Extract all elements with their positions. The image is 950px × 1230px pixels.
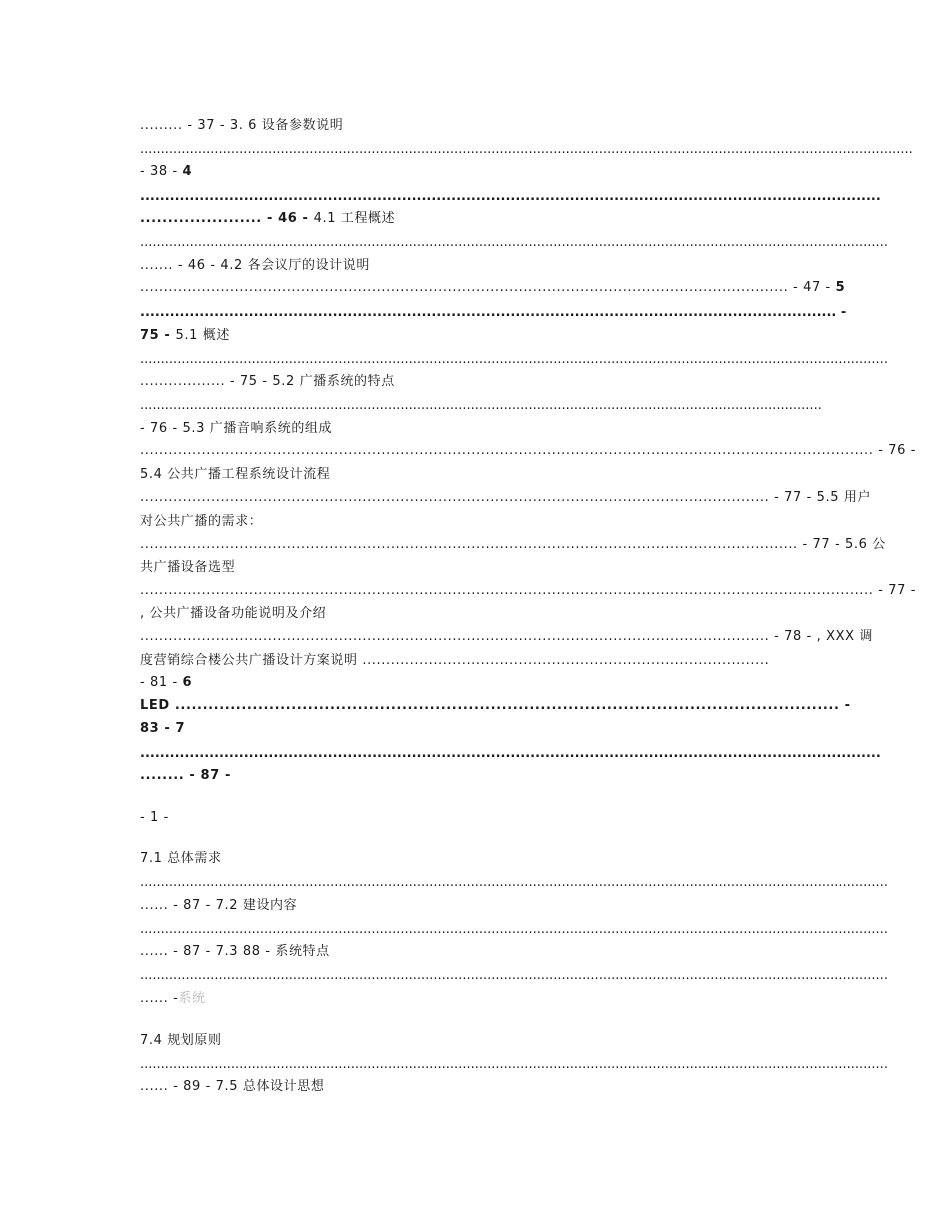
toc-line-28 <box>140 1078 810 1096</box>
toc-line-21 <box>140 720 810 738</box>
toc-leader: ..................................................................................................................................................................................... <box>140 968 888 983</box>
toc-dots-4 <box>140 304 847 322</box>
toc-line-13 <box>140 536 886 554</box>
toc-section-title: 4.1 工程概述 <box>313 211 396 226</box>
toc-text: 对公共广播的需求： <box>140 514 263 529</box>
toc-text: ...... - 87 - 7.2 建设内容 <box>140 898 298 913</box>
toc-dots-5 <box>140 351 888 369</box>
page-number-text: - 1 - <box>140 810 169 825</box>
toc-leader: ..................................................................................................................................................................... <box>140 398 822 413</box>
toc-leader: ..................................................................................................................................................................................... <box>140 1057 888 1072</box>
chapter-number: 6 <box>182 675 193 690</box>
toc-text: LED ........................................................................................................................ - <box>140 698 851 713</box>
toc-dots-3 <box>140 234 888 252</box>
toc-page-ref: 75 - <box>140 328 176 343</box>
toc-text: , 公共广播设备功能说明及介绍 <box>140 606 327 621</box>
toc-line-24 <box>140 897 810 915</box>
toc-line-18 <box>140 652 810 670</box>
faded-watermark-text: 系统 <box>178 991 206 1006</box>
toc-dots-2 <box>140 188 881 206</box>
toc-text: ........ - 87 - <box>140 768 231 783</box>
toc-text: ........................................................................................................................................................... - 76 - <box>140 443 917 458</box>
toc-line-5 <box>140 279 846 297</box>
toc-text: ...... - <box>140 991 179 1006</box>
toc-text: ....... - 46 - 4.2 各会议厅的设计说明 <box>140 258 370 273</box>
toc-text: ..................................................................................................................................... - 77 - 5.5 用户 <box>140 490 872 505</box>
toc-dots-6 <box>140 397 822 415</box>
toc-line-9 <box>140 442 917 460</box>
toc-line-2 <box>140 163 810 181</box>
toc-text: - 81 - <box>140 675 183 690</box>
page-number <box>140 809 810 827</box>
toc-dots-11 <box>140 1056 888 1074</box>
toc-text: ...... - 87 - 7.3 88 - 系统特点 <box>140 944 330 959</box>
toc-line-8 <box>140 420 810 438</box>
toc-line-3 <box>140 210 810 228</box>
toc-dots-7 <box>140 745 881 763</box>
toc-leader: ........................................................................................................................................................................................... <box>140 142 913 157</box>
toc-line-20 <box>140 697 851 715</box>
chapter-number: 5 <box>835 280 846 295</box>
toc-line-15 <box>140 582 917 600</box>
toc-line-25 <box>140 943 810 961</box>
toc-text: .................. - 75 - 5.2 广播系统的特点 <box>140 374 395 389</box>
toc-leader: ..................................................................................................................................................................................... <box>140 352 888 367</box>
toc-text: ........................................................................................................................................... - 77 - 5.6 公 <box>140 537 886 552</box>
toc-line-10 <box>140 466 810 484</box>
toc-text: ........................................................................................................................................................... - 77 - <box>140 583 917 598</box>
toc-line-1 <box>140 117 810 135</box>
toc-line-23 <box>140 850 810 868</box>
toc-text: ..................................................................................................................................... - 78 - , XXX 调 <box>140 629 873 644</box>
toc-leader: ..................................................................................................................................................................................... <box>140 922 888 937</box>
toc-text: 5.4 公共广播工程系统设计流程 <box>140 467 331 482</box>
toc-text: 7.4 规划原则 <box>140 1033 222 1048</box>
toc-line-16 <box>140 605 810 623</box>
toc-line-17 <box>140 628 873 646</box>
toc-page-ref: ...................... - 46 - <box>140 211 314 226</box>
toc-text: ...... - 89 - 7.5 总体设计思想 <box>140 1079 325 1094</box>
toc-line-6 <box>140 327 810 345</box>
toc-section-title: 5.1 概述 <box>175 328 230 343</box>
toc-text: 7.1 总体需求 <box>140 851 222 866</box>
toc-leader: ..................................................................................................................................................................................... <box>140 875 888 890</box>
toc-line-27 <box>140 1032 810 1050</box>
toc-line-26 <box>140 990 810 1008</box>
toc-line-12 <box>140 513 810 531</box>
toc-leader: ............................................................................................................................................. - <box>140 305 847 320</box>
toc-line-11 <box>140 489 872 507</box>
chapter-number: 4 <box>182 164 193 179</box>
toc-dots-8 <box>140 874 888 892</box>
toc-line-7 <box>140 373 810 391</box>
toc-text: ......................................................................................................................................... - 47 - <box>140 280 836 295</box>
toc-text: 共广播设备选型 <box>140 560 236 575</box>
toc-line-4 <box>140 257 810 275</box>
toc-text: 83 - 7 <box>140 721 186 736</box>
toc-line-22 <box>140 767 810 785</box>
toc-text: - 76 - 5.3 广播音响系统的组成 <box>140 421 333 436</box>
toc-line-19 <box>140 674 810 692</box>
toc-leader: ...................................................................................................................................................... <box>140 189 881 204</box>
toc-dots-9 <box>140 921 888 939</box>
toc-text: - 38 - <box>140 164 183 179</box>
toc-text: ......... - 37 - 3. 6 设备参数说明 <box>140 118 344 133</box>
toc-line-14 <box>140 559 810 577</box>
toc-dots-10 <box>140 967 888 985</box>
toc-text: 度营销综合楼公共广播设计方案说明 ...................................................................................... <box>140 653 770 668</box>
toc-dots-1 <box>140 141 913 159</box>
toc-leader: ..................................................................................................................................................................................... <box>140 235 888 250</box>
toc-leader: ...................................................................................................................................................... <box>140 746 881 761</box>
